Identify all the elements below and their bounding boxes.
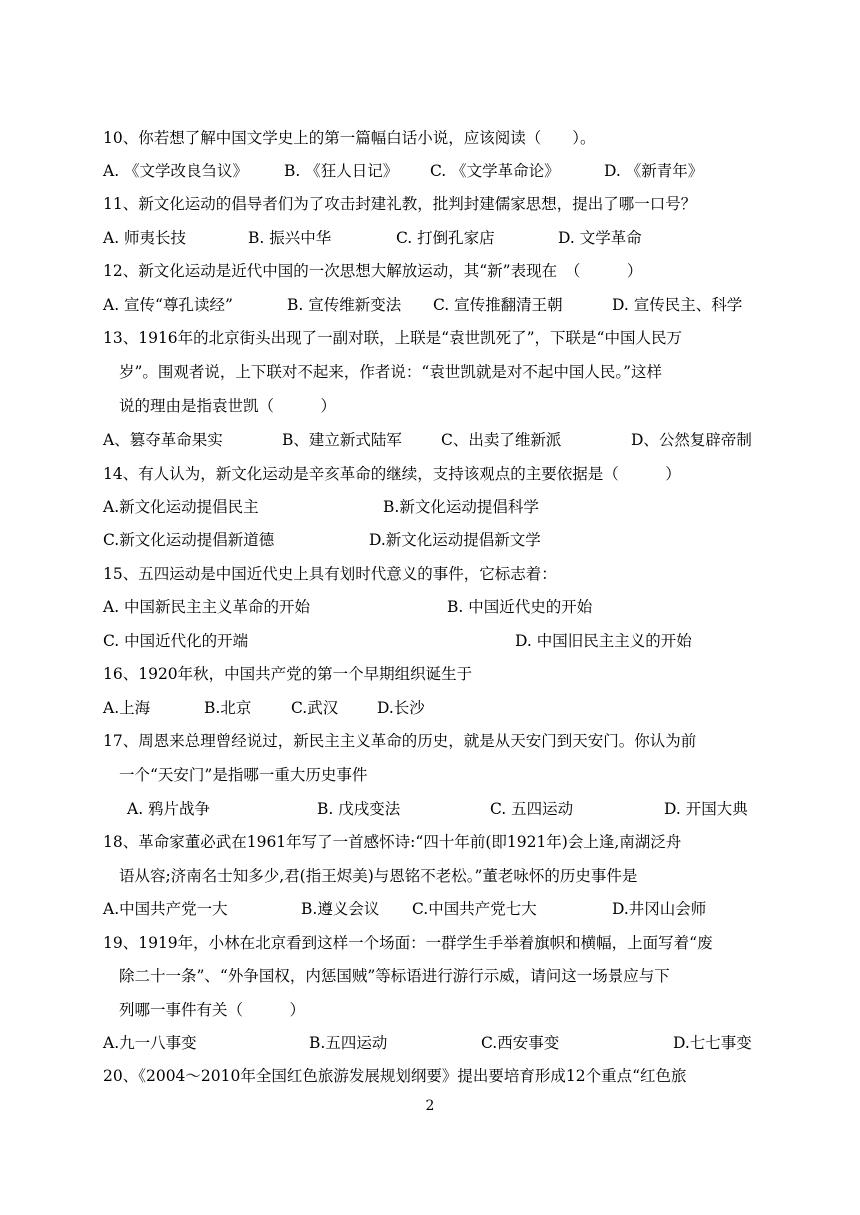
question-19-option-b: B.五四运动 — [309, 1034, 388, 1052]
question-20-stem: 20、《2004～2010年全国红色旅游发展规划纲要》提出要培育形成12个重点“红色旅 — [103, 1067, 687, 1085]
question-15-option-d: D. 中国旧民主主义的开始 — [515, 632, 692, 650]
question-17-option-b: B. 戊戌变法 — [317, 800, 401, 818]
question-11-stem: 11、新文化运动的倡导者们为了攻击封建礼教，批判封建儒家思想，提出了哪一口号？ — [103, 195, 697, 213]
question-17-stem-line-1: 17、周恩来总理曾经说过，新民主主义革命的历史，就是从天安门到天安门。你认为前 — [103, 732, 697, 750]
question-13-stem-line-1: 13、1916年的北京街头出现了一副对联，上联是“袁世凯死了”，下联是“中国人民万 — [103, 329, 682, 347]
question-13-stem-line-3: 说的理由是指袁世凯（ ） — [119, 397, 337, 415]
question-14-option-c: C.新文化运动提倡新道德 — [103, 531, 275, 549]
question-12-option-c: C. 宣传推翻清王朝 — [433, 296, 563, 314]
question-13-option-b: B、建立新式陆军 — [282, 431, 402, 449]
question-13-stem-line-2: 岁”。围观者说，上下联对不起来，作者说：“袁世凯就是对不起中国人民。”这样 — [119, 363, 663, 381]
question-10-stem: 10、你若想了解中国文学史上的第一篇幅白话小说，应该阅读（ ）。 — [103, 129, 596, 147]
question-13-option-a: A、篡夺革命果实 — [103, 431, 223, 449]
question-15-option-a: A. 中国新民主主义革命的开始 — [103, 598, 311, 616]
question-15-option-b: B. 中国近代史的开始 — [447, 598, 593, 616]
question-14-option-a: A.新文化运动提倡民主 — [103, 498, 259, 516]
question-14-stem: 14、有人认为，新文化运动是辛亥革命的继续，支持该观点的主要依据是（ ） — [103, 465, 681, 483]
question-19-option-d: D.七七事变 — [673, 1034, 752, 1052]
question-11-option-b: B. 振兴中华 — [248, 229, 332, 247]
question-12-stem: 12、新文化运动是近代中国的一次思想大解放运动，其“新”表现在 （ ） — [103, 262, 643, 280]
question-16-option-a: A.上海 — [103, 699, 151, 717]
question-12-option-a: A. 宣传“尊孔读经” — [103, 296, 233, 314]
question-19-option-a: A.九一八事变 — [103, 1034, 197, 1052]
question-13-option-d: D、公然复辟帝制 — [631, 431, 752, 449]
question-17-option-c: C. 五四运动 — [490, 800, 574, 818]
question-18-stem-line-2: 语从容;济南名士知多少,君(指王烬美)与恩铭不老松。”董老咏怀的历史事件是 — [119, 867, 638, 885]
question-11-option-a: A. 师夷长技 — [103, 229, 187, 247]
question-19-stem-line-1: 19、1919年，小林在北京看到这样一个场面：一群学生手举着旗帜和横幅，上面写着“废 — [103, 934, 713, 952]
question-18-option-d: D.井冈山会师 — [612, 900, 707, 918]
question-16-stem: 16、1920年秋，中国共产党的第一个早期组织诞生于 — [103, 665, 473, 683]
question-17-option-a: A. 鸦片战争 — [127, 800, 211, 818]
question-12-option-d: D. 宣传民主、科学 — [612, 296, 743, 314]
question-18-option-b: B.遵义会议 — [301, 900, 380, 918]
question-19-stem-line-2: 除二十一条”、“外争国权，内惩国贼”等标语进行游行示威，请问这一场景应与下 — [119, 967, 670, 985]
question-16-option-c: C.武汉 — [291, 699, 339, 717]
question-19-stem-line-3: 列哪一事件有关（ ） — [119, 1001, 306, 1019]
question-10-option-c: C. 《文学革命论》 — [430, 162, 560, 180]
question-14-option-d: D.新文化运动提倡新文学 — [369, 531, 541, 549]
question-12-option-b: B. 宣传维新变法 — [287, 296, 402, 314]
question-11-option-c: C. 打倒孔家店 — [396, 229, 495, 247]
question-15-stem: 15、五四运动是中国近代史上具有划时代意义的事件，它标志着： — [103, 565, 557, 583]
question-14-option-b: B.新文化运动提倡科学 — [383, 498, 539, 516]
question-15-option-c: C. 中国近代化的开端 — [103, 632, 249, 650]
question-18-stem-line-1: 18、革命家董必武在1961年写了一首感怀诗:“四十年前(即1921年)会上逢,南湖泛舟 — [103, 833, 682, 851]
question-10-option-d: D. 《新青年》 — [604, 162, 704, 180]
question-13-option-c: C、出卖了维新派 — [441, 431, 562, 449]
page-number: 2 — [425, 1098, 435, 1114]
question-10-option-a: A. 《文学改良刍议》 — [103, 162, 249, 180]
question-10-option-b: B. 《狂人日记》 — [284, 162, 399, 180]
question-17-option-d: D. 开国大典 — [664, 800, 748, 818]
question-16-option-d: D.长沙 — [377, 699, 425, 717]
question-16-option-b: B.北京 — [204, 699, 252, 717]
question-18-option-c: C.中国共产党七大 — [412, 900, 537, 918]
question-19-option-c: C.西安事变 — [481, 1034, 560, 1052]
question-11-option-d: D. 文学革命 — [558, 229, 642, 247]
question-18-option-a: A.中国共产党一大 — [103, 900, 228, 918]
question-17-stem-line-2: 一个“天安门”是指哪一重大历史事件 — [119, 766, 368, 784]
